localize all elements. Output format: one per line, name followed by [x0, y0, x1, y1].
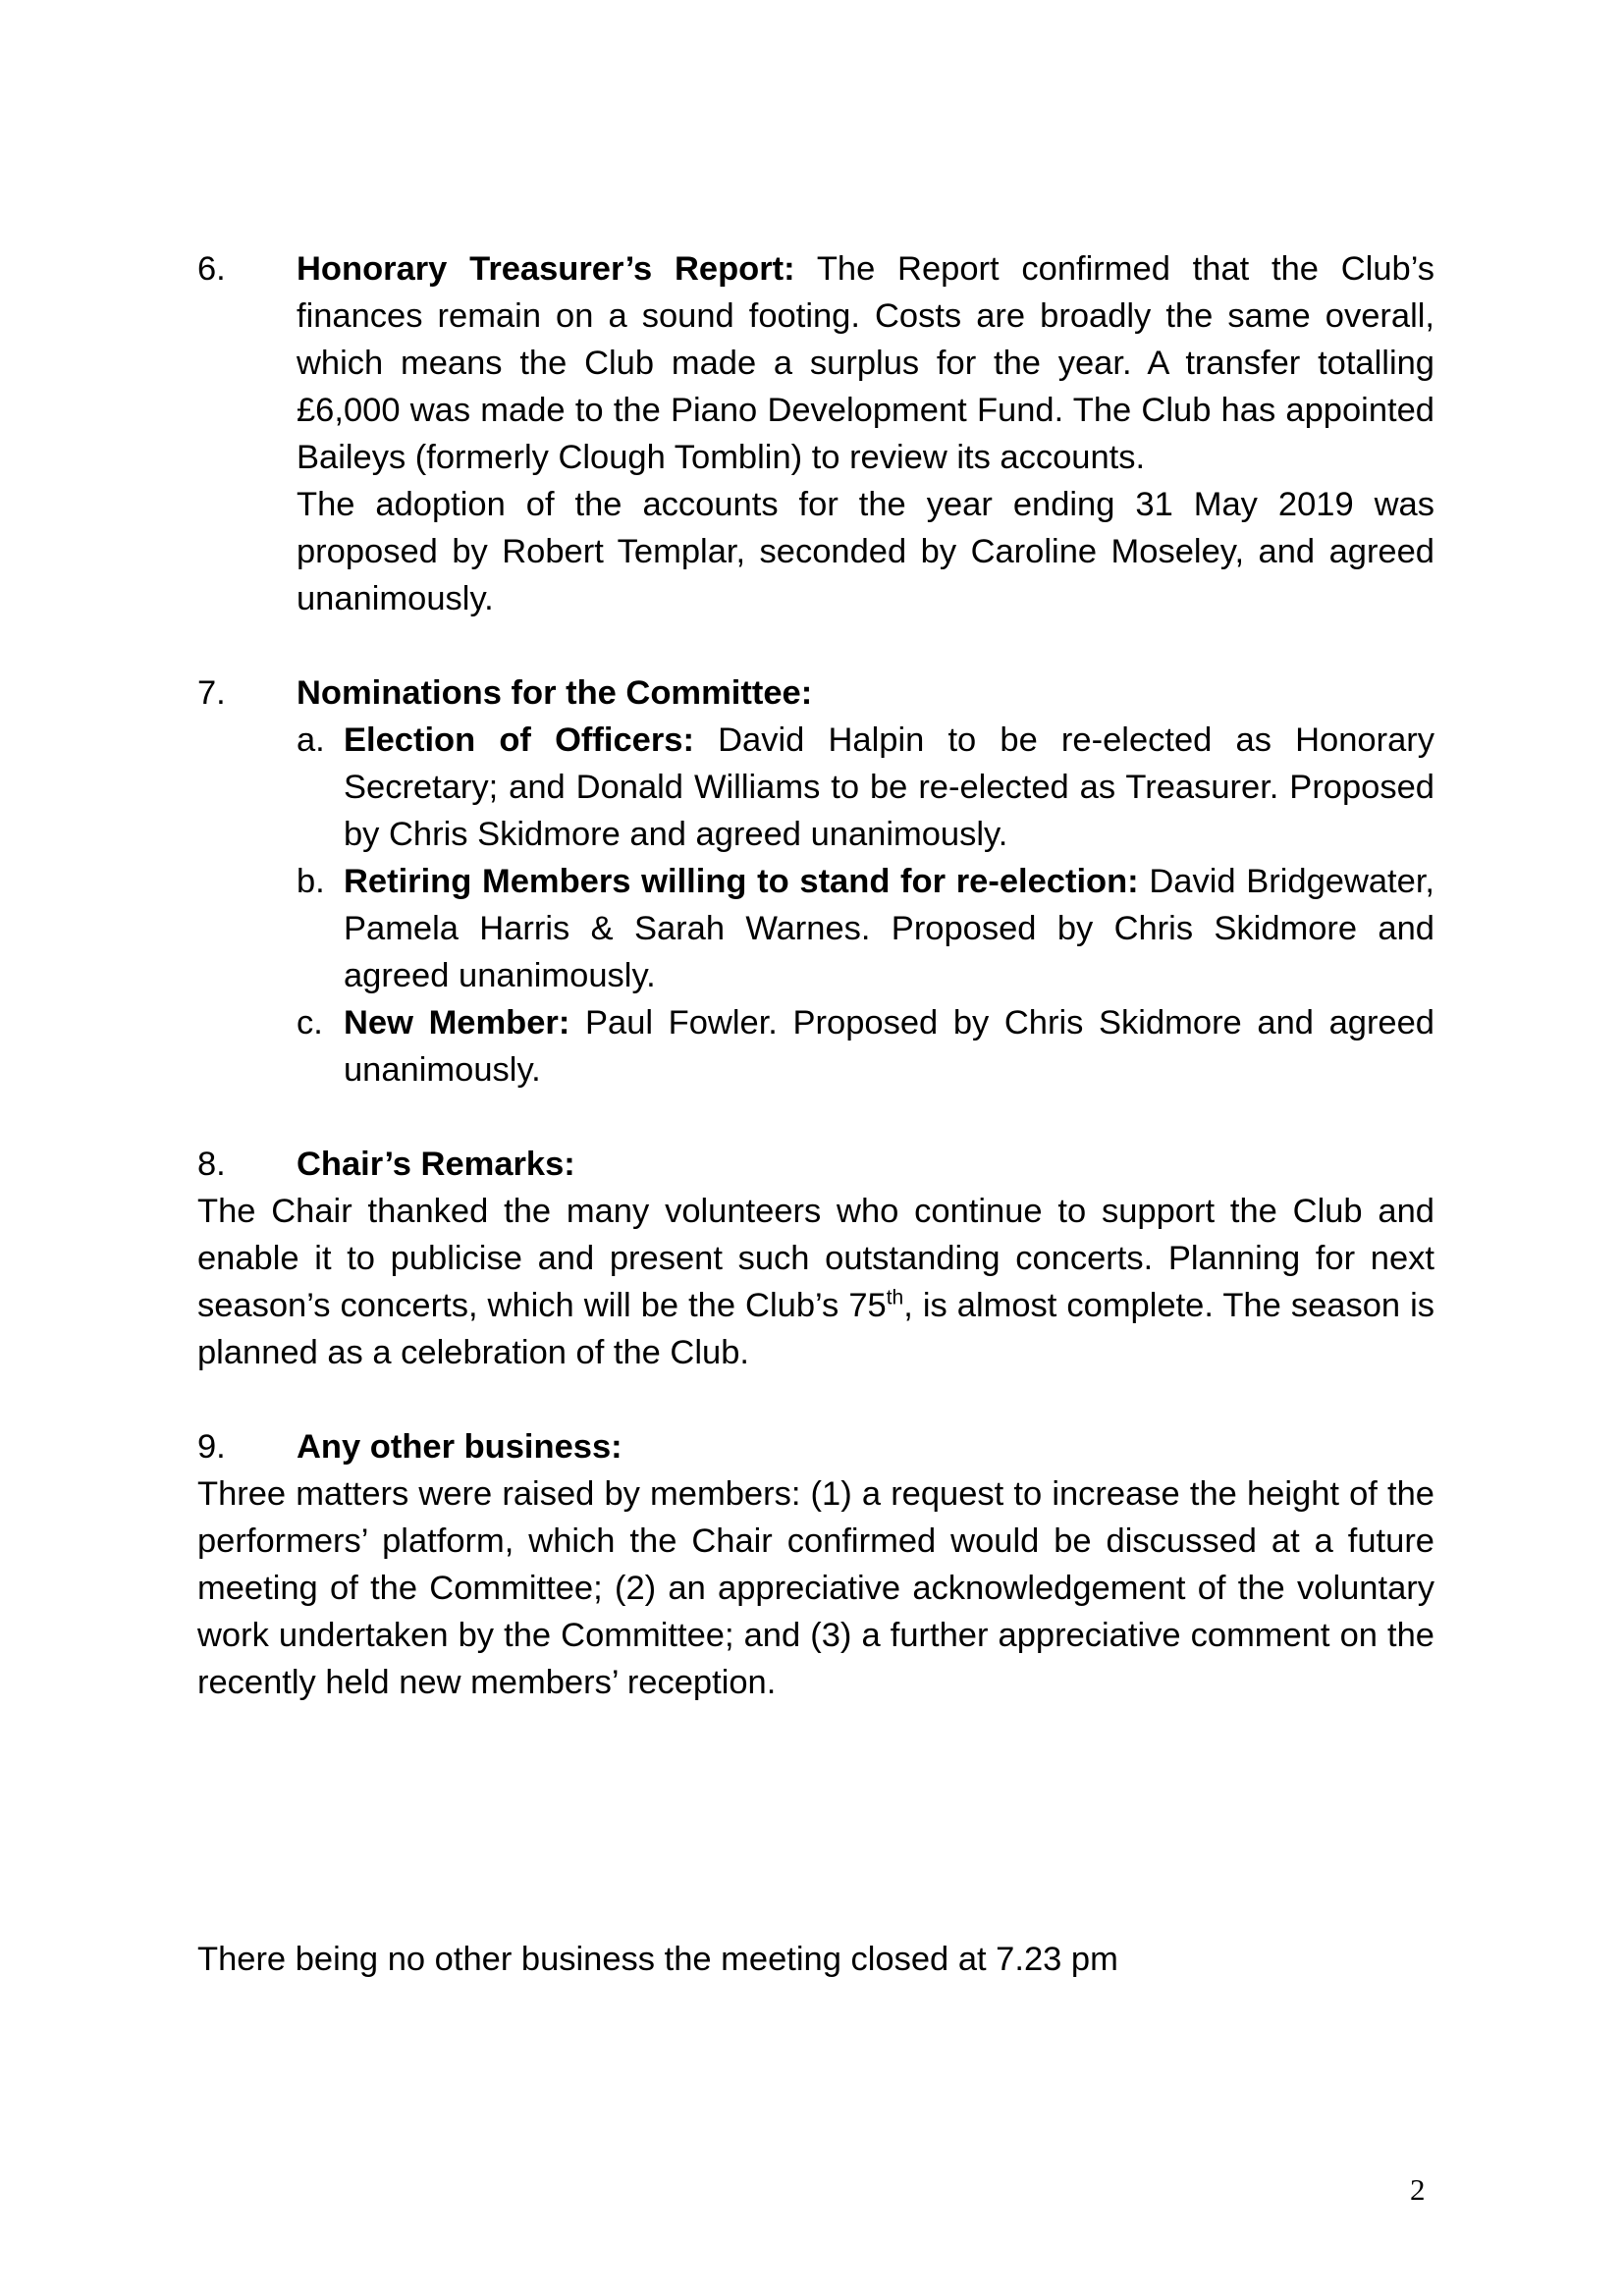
sub-item-heading: Election of Officers: [344, 721, 694, 759]
sub-item-letter: b. [297, 863, 325, 900]
closing-statement: There being no other business the meeting closed at 7.23 pm [197, 1941, 1118, 1978]
sub-item-text: Paul Fowler. Proposed by Chris Skidmore and agreed unanimously. [344, 1004, 1434, 1089]
superscript: th [886, 1286, 904, 1309]
sub-item-retiring-members [297, 858, 1434, 999]
sub-item-letter: a. [297, 721, 325, 759]
item-number: 9. [197, 1428, 226, 1466]
item-heading: Any other business: [297, 1428, 622, 1466]
sub-item-election-of-officers [297, 717, 1434, 858]
page-number: 2 [1410, 2172, 1426, 2207]
item-number: 7. [197, 674, 226, 712]
item-text: , is almost complete. The season is planned as a celebration of the Club. [197, 1287, 1434, 1371]
item-treasurers-report [197, 245, 1434, 622]
item-paragraph [197, 1188, 1434, 1376]
item-heading: Honorary Treasurer’s Report: [297, 250, 795, 288]
item-heading: Nominations for the Committee: [297, 674, 813, 712]
item-number: 8. [197, 1146, 226, 1183]
item-text: The Report confirmed that the Club’s finances remain on a sound footing. Costs are broadly the same overall, which means the Club made a surplus for the year. A transfer totalling £6,000 was made to the Piano Development Fund. The Club has appointed Baileys (formerly Clough Tomblin) to review its accounts. [297, 250, 1435, 476]
item-heading: Chair’s Remarks: [297, 1146, 575, 1183]
sub-item-text: David Halpin to be re-elected as Honorary Secretary; and Donald Williams to be re-elected as Treasurer. Proposed by Chris Skidmore and agreed unanimously. [344, 721, 1434, 853]
minutes-content [197, 245, 1434, 1706]
sub-item-new-member [297, 999, 1434, 1094]
item-paragraph: Three matters were raised by members: (1) a request to increase the height of the performers’ platform, which the Chair confirmed would be discussed at a future meeting of the Committee; (2) an appreciative acknowledgement of the voluntary work undertaken by the Committee; and (3) a further appreciative comment on the recently held new members’ reception. [197, 1475, 1434, 1701]
item-text: The Chair thanked the many volunteers who continue to support the Club and enable it to publicise and present such outstanding concerts. Planning for next season’s concerts, which will be the Club’s 75 [197, 1193, 1434, 1324]
sub-item-heading: Retiring Members willing to stand for re-election: [344, 863, 1139, 900]
sub-item-letter: c. [297, 1004, 323, 1041]
item-any-other-business [197, 1423, 1434, 1706]
item-chairs-remarks [197, 1141, 1434, 1376]
item-paragraph: The adoption of the accounts for the year ending 31 May 2019 was proposed by Robert Templar, seconded by Caroline Moseley, and agreed unanimously. [297, 486, 1434, 617]
sub-item-text: David Bridgewater, Pamela Harris & Sarah Warnes. Proposed by Chris Skidmore and agreed unanimously. [344, 863, 1435, 994]
item-number: 6. [197, 250, 226, 288]
item-nominations [197, 669, 1434, 1094]
item-paragraph [297, 245, 1434, 481]
sub-item-heading: New Member: [344, 1004, 570, 1041]
